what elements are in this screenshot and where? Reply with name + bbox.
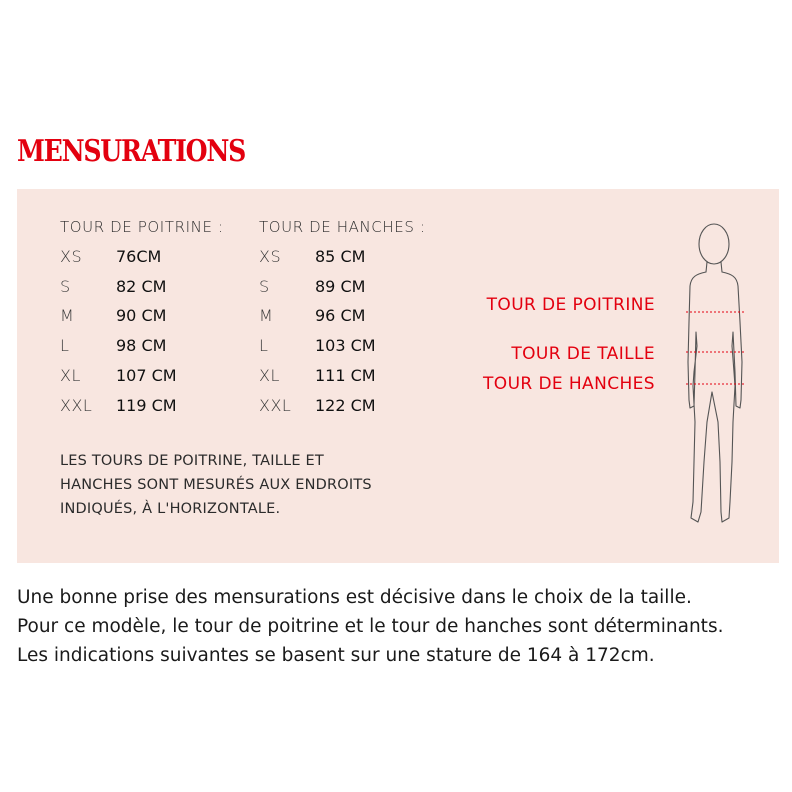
size-label: L — [259, 336, 269, 355]
size-label: XL — [259, 366, 280, 385]
hips-value: 122 CM — [315, 396, 376, 415]
size-label: M — [60, 306, 75, 325]
size-label: M — [259, 306, 274, 325]
chest-value: 119 CM — [116, 396, 177, 415]
hips-value: 85 CM — [315, 247, 366, 266]
chest-value: 76CM — [116, 247, 162, 266]
size-label: XL — [60, 366, 81, 385]
note-line: HANCHES SONT MESURÉS AUX ENDROITS — [60, 477, 372, 493]
size-label: XXL — [259, 396, 292, 415]
hips-value: 89 CM — [315, 277, 366, 296]
size-label: XXL — [60, 396, 93, 415]
size-label: S — [60, 277, 71, 296]
note-line: INDIQUÉS, À L'HORIZONTALE. — [60, 501, 281, 517]
page-title: MENSURATIONS — [17, 134, 246, 169]
measurement-note — [60, 449, 400, 521]
chest-value: 98 CM — [116, 336, 167, 355]
note-line: LES TOURS DE POITRINE, TAILLE ET — [60, 453, 324, 469]
chest-value: 82 CM — [116, 277, 167, 296]
chest-value: 90 CM — [116, 306, 167, 325]
intro-line: Pour ce modèle, le tour de poitrine et le tour de hanches sont déterminants. — [17, 616, 724, 637]
waist-measure-label: TOUR DE TAILLE — [511, 344, 655, 364]
chest-measure-label: TOUR DE POITRINE — [486, 295, 655, 315]
size-label: L — [60, 336, 70, 355]
hips-value: 103 CM — [315, 336, 376, 355]
size-label: XS — [259, 247, 282, 266]
hips-header: TOUR DE HANCHES : — [259, 218, 426, 236]
size-label: XS — [60, 247, 83, 266]
size-label: S — [259, 277, 270, 296]
hips-value: 96 CM — [315, 306, 366, 325]
chest-header: TOUR DE POITRINE : — [60, 218, 224, 236]
body-silhouette-icon — [660, 222, 760, 534]
hips-value: 111 CM — [315, 366, 376, 385]
intro-line: Les indications suivantes se basent sur une stature de 164 à 172cm. — [17, 645, 655, 666]
hips-measure-label: TOUR DE HANCHES — [483, 374, 655, 394]
intro-line: Une bonne prise des mensurations est décisive dans le choix de la taille. — [17, 587, 692, 608]
intro-text — [17, 583, 723, 670]
chest-value: 107 CM — [116, 366, 177, 385]
